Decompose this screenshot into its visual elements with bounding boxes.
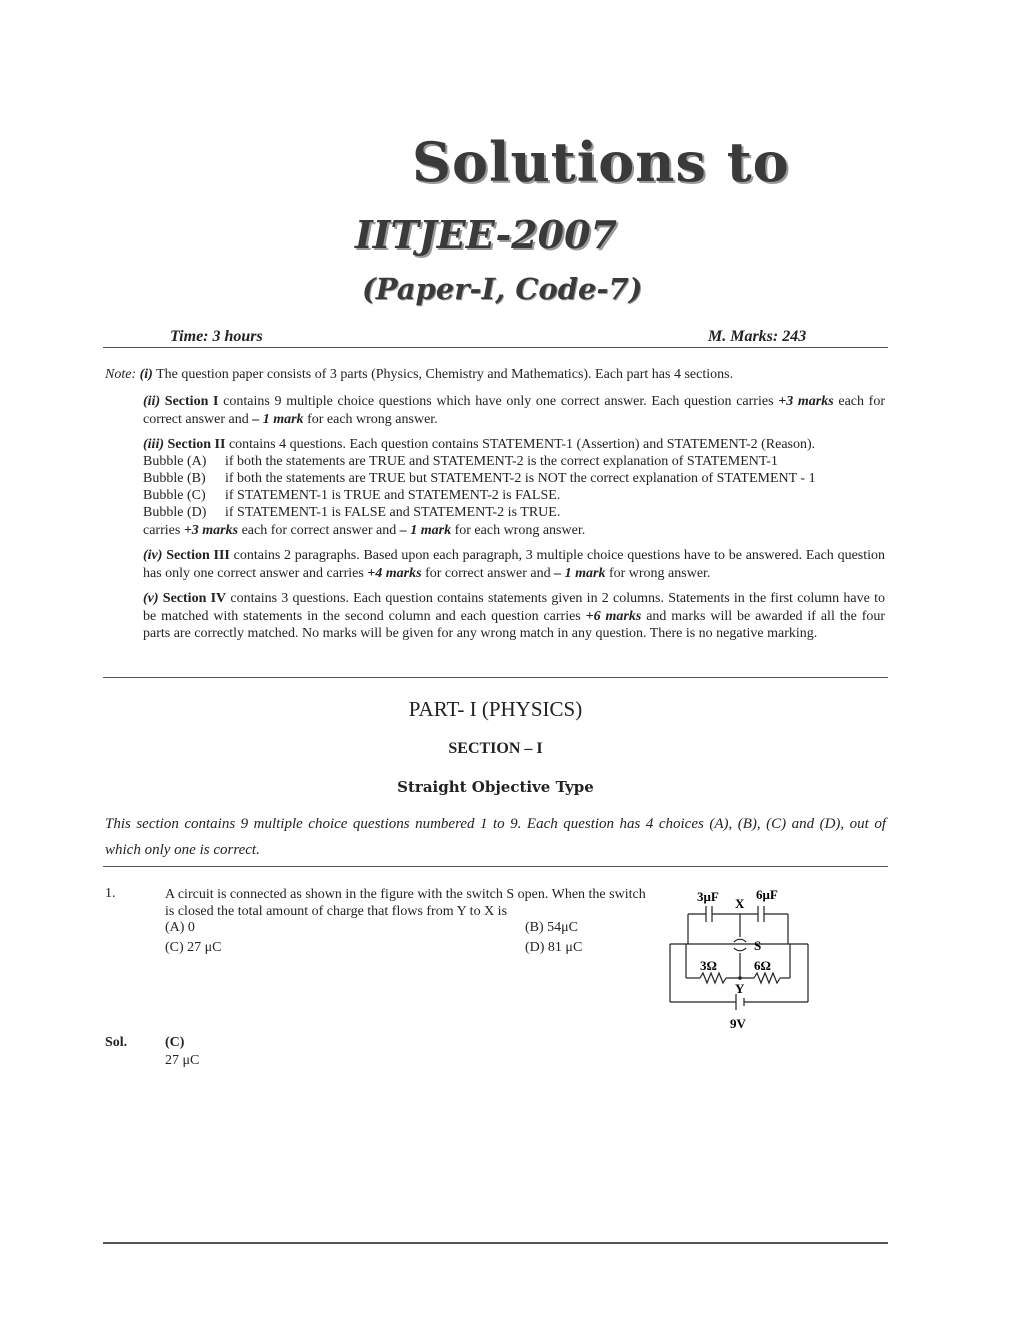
switch-s-upper-arc <box>734 939 746 942</box>
note-iv-num: (iv) <box>143 548 163 563</box>
note-iii-marks <box>143 522 585 539</box>
note-ii-minus: – 1 mark <box>252 411 304 427</box>
note-v <box>143 590 885 643</box>
header-rule <box>103 347 888 348</box>
bubble-c <box>143 487 560 504</box>
note-iv-text-b: for correct answer and <box>425 565 551 581</box>
label-voltage: 9V <box>730 1016 746 1031</box>
note-v-plus: +6 marks <box>585 608 642 624</box>
label-r2: 6Ω <box>754 958 771 973</box>
instructions-rule <box>103 677 888 678</box>
label-s: S <box>754 938 762 953</box>
bubble-d-text: if STATEMENT-1 is FALSE and STATEMENT-2 is TRUE. <box>225 505 561 520</box>
max-marks-label: M. Marks: 243 <box>708 328 807 345</box>
note-ii-num: (ii) <box>143 394 161 409</box>
title-line-1: Solutions to <box>412 130 790 194</box>
section-rule <box>103 866 888 867</box>
bubble-d-label: Bubble (D) <box>143 505 207 520</box>
solution-label: Sol. <box>105 1035 128 1050</box>
note-iii-num: (iii) <box>143 437 164 452</box>
resistor-6-ohm <box>754 973 780 983</box>
note-iii-text: contains 4 questions. Each question contains STATEMENT-1 (Assertion) and STATEMENT-2 (Reason). <box>228 437 816 452</box>
bubble-d <box>143 504 560 521</box>
bubble-b-label: Bubble (B) <box>143 471 206 486</box>
part-title: PART- I (PHYSICS) <box>408 697 583 721</box>
label-y: Y <box>735 981 745 996</box>
note-iv-plus: +4 marks <box>367 565 422 581</box>
switch-s-lower-arc <box>734 948 746 951</box>
bubble-c-label: Bubble (C) <box>143 488 206 503</box>
note-iv-section: Section III <box>166 548 230 563</box>
label-r1: 3Ω <box>700 958 717 973</box>
label-c2: 6μF <box>756 887 778 902</box>
junction-y-dot <box>738 976 742 980</box>
note-ii <box>143 393 885 428</box>
note-iv-text-c: for wrong answer. <box>608 565 711 581</box>
bubble-a <box>143 453 778 470</box>
note-v-section: Section IV <box>162 591 227 606</box>
label-x: X <box>735 896 745 911</box>
footer-rule <box>103 1242 888 1244</box>
note-i-text: The question paper consists of 3 parts (Physics, Chemistry and Mathematics). Each part has 4 sections. <box>156 367 734 382</box>
note-iv <box>143 547 885 582</box>
option-a: (A) 0 <box>165 920 195 935</box>
option-b: (B) 54μC <box>525 920 579 935</box>
question-number: 1. <box>105 886 116 901</box>
solution-answer: (C) <box>165 1035 185 1050</box>
bubble-c-text: if STATEMENT-1 is TRUE and STATEMENT-2 is FALSE. <box>225 488 561 503</box>
title-line-3: (Paper-I, Code-7) <box>362 272 643 306</box>
note-v-num: (v) <box>143 591 159 606</box>
title-line-2: IITJEE-2007 <box>355 212 617 257</box>
time-label: Time: 3 hours <box>170 328 263 345</box>
note-i-num: (i) <box>139 367 153 382</box>
circuit-diagram <box>660 882 820 1034</box>
label-c1: 3μF <box>697 889 719 904</box>
note-iii <box>143 436 885 454</box>
note-ii-section: Section I <box>164 394 219 409</box>
note-ii-text-a: contains 9 multiple choice questions which have only one correct answer. Each question carries <box>223 394 774 409</box>
note-iii-text-b: each for correct answer and <box>241 523 397 538</box>
bubble-b <box>143 470 816 487</box>
question-text: A circuit is connected as shown in the figure with the switch S open. When the switch is closed the total amount of charge that flows from Y to X is <box>165 887 646 919</box>
bubble-b-text: if both the statements are TRUE but STATEMENT-2 is NOT the correct explanation of STATEMENT - 1 <box>225 471 816 486</box>
section-description: This section contains 9 multiple choice questions numbered 1 to 9. Each question has 4 choices (A), (B), (C) and (D), out of which only one is correct. <box>105 816 886 858</box>
option-c: (C) 27 μC <box>165 940 222 955</box>
note-iii-plus: +3 marks <box>183 523 239 538</box>
note-iv-text-a: contains 2 paragraphs. Based upon each paragraph, 3 multiple choice questions have to be answered. Each question has only one correct answer and carries <box>143 548 886 581</box>
note-i <box>105 367 733 383</box>
resistor-3-ohm <box>700 973 726 983</box>
note-v-text-b: and marks will be awarded if all the four parts are correctly matched. No marks will be given for any wrong match in any question. There is no negative marking. <box>143 608 886 641</box>
note-iii-text-c: for each wrong answer. <box>454 523 586 538</box>
note-iii-carries: carries <box>143 523 181 538</box>
section-type: Straight Objective Type <box>397 778 594 796</box>
note-ii-text-c: for each wrong answer. <box>307 411 438 427</box>
note-iii-section: Section II <box>167 437 226 452</box>
note-iii-minus: – 1 mark <box>399 523 452 538</box>
note-v-text-a: contains 3 questions. Each question contains statements given in 2 columns. Statements in the first column have to be matched with statements in the second column and each question carries <box>143 591 885 624</box>
note-iv-minus: – 1 mark <box>554 565 606 581</box>
option-d: (D) 81 μC <box>525 940 583 955</box>
bubble-a-label: Bubble (A) <box>143 454 207 469</box>
bubble-a-text: if both the statements are TRUE and STATEMENT-2 is the correct explanation of STATEMENT-1 <box>225 454 778 469</box>
section-title: SECTION – I <box>448 740 543 757</box>
note-ii-text-b: each for correct answer and <box>143 394 886 427</box>
solution-value: 27 μC <box>165 1053 200 1068</box>
note-ii-plus: +3 marks <box>778 394 834 409</box>
note-label: Note: <box>105 367 137 382</box>
